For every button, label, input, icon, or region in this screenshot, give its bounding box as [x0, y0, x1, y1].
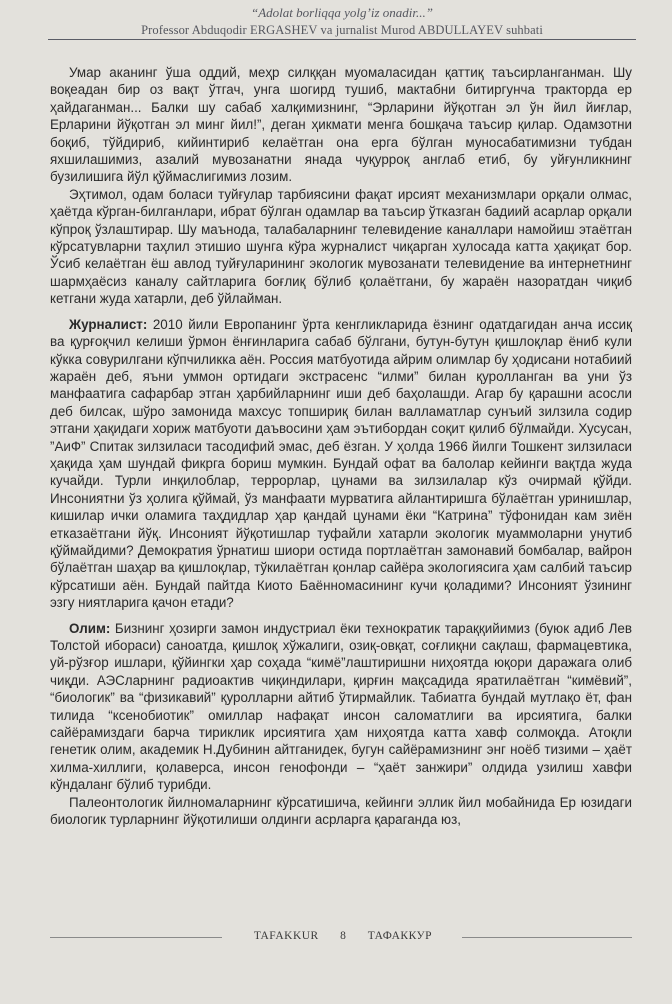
footer-magazine-cyrillic: ТАФАККУР: [367, 930, 433, 942]
paragraph-3: [50, 316, 632, 612]
paragraph-1: [50, 64, 632, 186]
paragraph-4: [50, 620, 632, 794]
footer-rule-left: [50, 937, 222, 938]
running-header: [48, 4, 636, 40]
header-rule: [48, 39, 636, 40]
page-footer: [50, 928, 632, 948]
paragraph-text: Бизнинг ҳозирги замон индустриал ёки технократик тараққийимиз (буюк адиб Лев Толстой ибораси) саноатда, қишлоқ хўжалиги, озиқ-овқат, соғлиқни сақлаш, фармацевтика, уй-рўзғор ишлари, қўйингки ҳар соҳада “кимё”лаштиришни ниҳоятда юқори даражага олиб чиқди. АЭСларнинг радиоактив чиқиндилари, қирғин мақсадида яратилаётган “кимёвий”, “биологик” ва “физикавий” қуролларни айтиб ўтирмайлик. Табиатга бундай мутлақо ёт, фан тилида “ксенобиотик” омиллар нафақат инсон саломатлиги ва ирсиятига, балки сайёрамиздаги барча тириклик ирсиятига ҳам ниҳоятда катта хавф солмоқда. Атоқли генетик олим, академик Н.Дубинин айтганидек, бугун сайёрамизнинг энг ноёб тизими – ҳаёт хилма-хиллиги, қолаверса, инсон генофонди – “ҳаёт занжири” олдида узилиш хавфи кўндаланг бўлиб турибди.: [50, 620, 632, 793]
paragraph-text: Умар аканинг ўша оддий, меҳр силққан муомаласидан қаттиқ таъсирланганман. Шу воқеадан бир оз вақт ўтгач, унга шогирд тушиб, мактабни битиргунча тракторда ер ҳайдаганман... Балки шу сабаб халқимизнинг, “Эрларини йўқотган эл ўн йил йиғлар, Ерларини йўқотган эл минг йил!”, деган ҳикмати менга бошқача таъсир қилар. Одамзотни боқиб, тўйдириб, кийинтириб келаётган она ерга бўлган муносабатимизни тубдан яхшилашимиз, азалий мувозанатни янада чуқурроқ англаб етиб, бу уйғунликнинг бузилишига йўл қўймаслигимиз лозим.: [50, 65, 632, 185]
header-quote: “Adolat borliqqa yolg’iz onadir...”: [250, 5, 434, 20]
speaker-label-journalist: Журналист:: [69, 316, 148, 332]
article-body: [50, 64, 632, 828]
footer-rule-right: [462, 937, 632, 938]
header-subtitle: Professor Abduqodir ERGASHEV va jurnalist Murod ABDULLAYEV suhbati: [141, 23, 543, 37]
footer-magazine-latin: TAFAKKUR: [253, 930, 319, 942]
footer-center: [232, 930, 454, 942]
paragraph-text: Эҳтимол, одам боласи туйғулар тарбиясини фақат ирсият механизмлари орқали олмас, ҳаётда кўрган-билганлари, ибрат бўлган одамлар ва таъсир ўтказган бадиий асарлар орқали кўпроқ ўзлаштирар. Шу маънода, талабаларнинг телевидение каналлари намойиш этаётган кўрсатувларни таҳлил этишио шунга кўра журналист чиқарган хулосада катта ҳақиқат бор. Ўсиб келаётган ёш авлод туйғуларининг экологик мувозанати телевидение ва интернетнинг шармҳаёсиз каналу сайтларига боғлиқ бўлиб қолаётгани, бу жараён назоратдан чиқиб кетгани жуда хатарли, деб ўйлайман.: [50, 186, 632, 307]
paragraph-2: [50, 186, 632, 308]
speaker-label-scholar: Олим:: [69, 620, 111, 636]
paragraph-5: [50, 794, 632, 829]
page-number: 8: [340, 930, 347, 942]
paragraph-text: 2010 йили Европанинг ўрта кенгликларида ёзнинг одатдагидан анча иссиқ ва қурғоқчил келиши ўрмон ёнғинларига сабаб бўлгани, бутун-бутун қишлоқлар ёниб кули кўкка совурилгани кўпчиликка аён. Россия матбуотида айрим олимлар бу ҳодисани нотабиий жараён деб, яъни уммон ортидаги экстрасенс “илми” билан қуролланган ва уни ўз манфаатига сафарбар этган ҳарбийларнинг иши деб баҳолашди. Агар бу қарашни асосли деб билсак, шўро замонида махсус топшириқ билан валламатлар сунъий зилзила содир этгани ҳақидаги хориж матбуоти даъвосини ҳам эътибордан соқит қилиб бўлмайди. Хусусан, ”АиФ” Спитак зилзиласи тасодифий эмас, деб ёзган. У ҳолда 1966 йилги Тошкент зилзиласи ҳақида ҳам шундай фикрга бориш мумкин. Бундай офат ва балолар кейинги вақтда жуда кучайди. Турли инқилоблар, террорлар, цунами ва зилзилалар кўз очирмай қўйди. Инсониятни ўз ҳолига қўймай, ўз манфаати мурватига айлантиришга бўлаётган уринишлар, кишилар ички оламига таҳдидлар ҳар қандай цунами ёки “Катрина” тўфонидан кам зиён етказаётгани йўқ. Инсоният йўқотишлар туфайли хатарли экологик муаммоларни унутиб қўймайдими? Демократия ўрнатиш шиори остида портлаётган замонавий бомбалар, вайрон бўлаётган шаҳар ва қишлоқлар, тўкилаётган қонлар сайёра экологиясига ҳам салбий таъсир кўрсатиши аён. Бундай пайтда Киото Баённомасининг кучи қоладими? Инсоният ўзининг эзгу ниятларига қачон етади?: [50, 316, 632, 611]
paragraph-text: Палеонтологик йилномаларнинг кўрсатишича, кейинги эллик йил мобайнида Ер юзидаги биологик турларнинг йўқотилиши олдинги асрларга қараганда юз,: [50, 794, 632, 828]
